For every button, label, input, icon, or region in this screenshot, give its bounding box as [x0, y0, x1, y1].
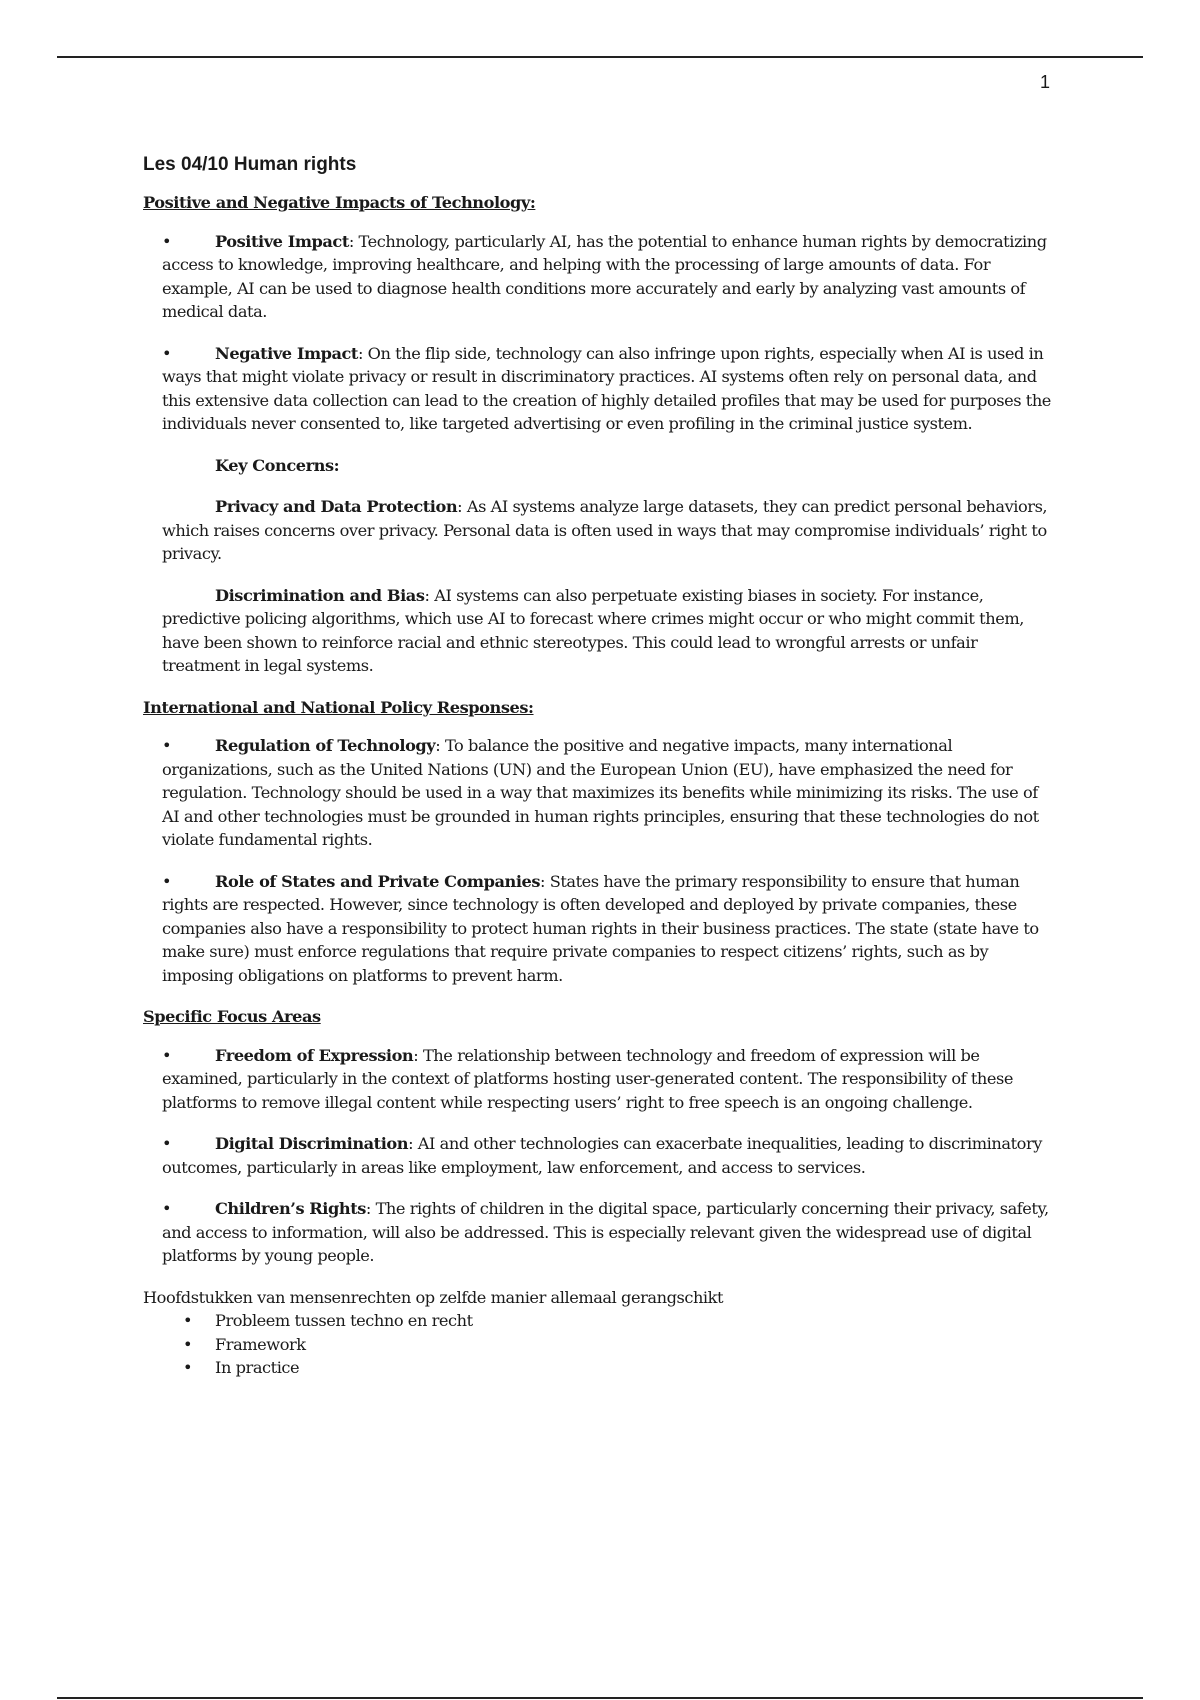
- bullet-regulation: [143, 734, 1058, 852]
- concern-term: Privacy and Data Protection: [215, 497, 458, 516]
- bullet-term: Positive Impact: [215, 231, 349, 251]
- bullet-glyph: •: [162, 1199, 172, 1218]
- concern-term: Discrimination and Bias: [215, 585, 425, 605]
- footer-rule: [57, 1697, 1143, 1699]
- bullet-text: : Technology, particularly AI, has the potential to enhance human rights by democratizing access to knowledge, improving healthcare, and helping with the processing of large amounts of data. For example, AI can be used to diagnose health conditions more accurately and early by analyzing vast amounts of medical data.: [162, 231, 1047, 321]
- bullet-freedom-of-expression: [143, 1044, 1058, 1115]
- bullet-glyph: •: [162, 871, 172, 891]
- bullet-negative-impact: [143, 342, 1058, 436]
- list-item: • In practice: [183, 1356, 1058, 1380]
- bullet-term: Negative Impact: [215, 343, 358, 363]
- concern-text: : AI systems can also perpetuate existing biases in society. For instance, predictive policing algorithms, which use AI to forecast where crimes might occur or who might commit them, have been shown to reinforce racial and ethnic stereotypes. This could lead to wrongful arrests or unfair treatment in legal systems.: [162, 585, 1024, 675]
- bullet-glyph: •: [162, 231, 172, 251]
- bullet-positive-impact: [143, 230, 1058, 324]
- bullet-childrens-rights: [143, 1197, 1058, 1268]
- bullet-glyph: •: [162, 1134, 172, 1153]
- page-number: 1: [1039, 72, 1050, 92]
- concern-text: : As AI systems analyze large datasets, they can predict personal behaviors, which raises concerns over privacy. Personal data is often used in ways that may compromise individuals’ right to privacy.: [162, 497, 1048, 563]
- document-title: Les 04/10 Human rights: [143, 154, 357, 175]
- section-heading-focus-areas: Specific Focus Areas: [143, 1007, 321, 1026]
- section-heading-impacts: Positive and Negative Impacts of Technology:: [143, 193, 536, 212]
- bullet-text: : AI and other technologies can exacerbate inequalities, leading to discriminatory outcomes, particularly in areas like employment, law enforcement, and access to services.: [162, 1134, 1042, 1177]
- bullet-term: Regulation of Technology: [215, 736, 436, 755]
- list-item: • Framework: [183, 1333, 1058, 1357]
- bullet-term: Role of States and Private Companies: [215, 871, 541, 891]
- header-rule: [57, 56, 1143, 58]
- bullet-glyph: •: [162, 343, 172, 363]
- bullet-digital-discrimination: [143, 1132, 1058, 1179]
- bullet-term: Freedom of Expression: [215, 1045, 414, 1065]
- key-concerns-heading: Key Concerns:: [215, 455, 340, 475]
- bullet-text: : The relationship between technology and freedom of expression will be examined, particularly in the context of platforms hosting user-generated content. The responsibility of these platforms to remove illegal content while respecting users’ right to free speech is an ongoing challenge.: [162, 1045, 1014, 1112]
- concern-discrimination: [143, 584, 1058, 678]
- closing-note: Hoofdstukken van mensenrechten op zelfde manier allemaal gerangschikt: [143, 1287, 724, 1307]
- bullet-text: : The rights of children in the digital space, particularly concerning their privacy, safety, and access to information, will also be addressed. This is especially relevant given the widespread use of digital platforms by young people.: [162, 1199, 1049, 1265]
- concern-privacy: [143, 495, 1058, 566]
- bullet-text: : States have the primary responsibility to ensure that human rights are respected. However, since technology is often developed and deployed by private companies, these companies also have a responsibility to protect human rights in their business practices. The state (state have to make sure) must enforce regulations that require private companies to respect citizens’ rights, such as by imposing obligations on platforms to prevent harm.: [162, 871, 1039, 985]
- bullet-text: : To balance the positive and negative impacts, many international organizations, such as the United Nations (UN) and the European Union (EU), have emphasized the need for regulation. Technology should be used in a way that maximizes its benefits while minimizing its risks. The use of AI and other technologies must be grounded in human rights principles, ensuring that these technologies do not violate fundamental rights.: [162, 736, 1039, 849]
- closing-list: [143, 1309, 1058, 1380]
- list-item: • Probleem tussen techno en recht: [183, 1309, 1058, 1333]
- section-heading-policy: International and National Policy Responses:: [143, 697, 534, 717]
- bullet-term: Children’s Rights: [215, 1199, 366, 1218]
- bullet-role-of-states: [143, 870, 1058, 988]
- bullet-term: Digital Discrimination: [215, 1134, 409, 1153]
- document-body: [143, 152, 1058, 1380]
- bullet-text: : On the flip side, technology can also infringe upon rights, especially when AI is used in ways that might violate privacy or result in discriminatory practices. AI systems often rely on personal data, and this extensive data collection can lead to the creation of highly detailed profiles that may be used for purposes the individuals never consented to, like targeted advertising or even profiling in the criminal justice system.: [162, 343, 1051, 433]
- bullet-glyph: •: [162, 1045, 172, 1065]
- bullet-glyph: •: [162, 736, 172, 755]
